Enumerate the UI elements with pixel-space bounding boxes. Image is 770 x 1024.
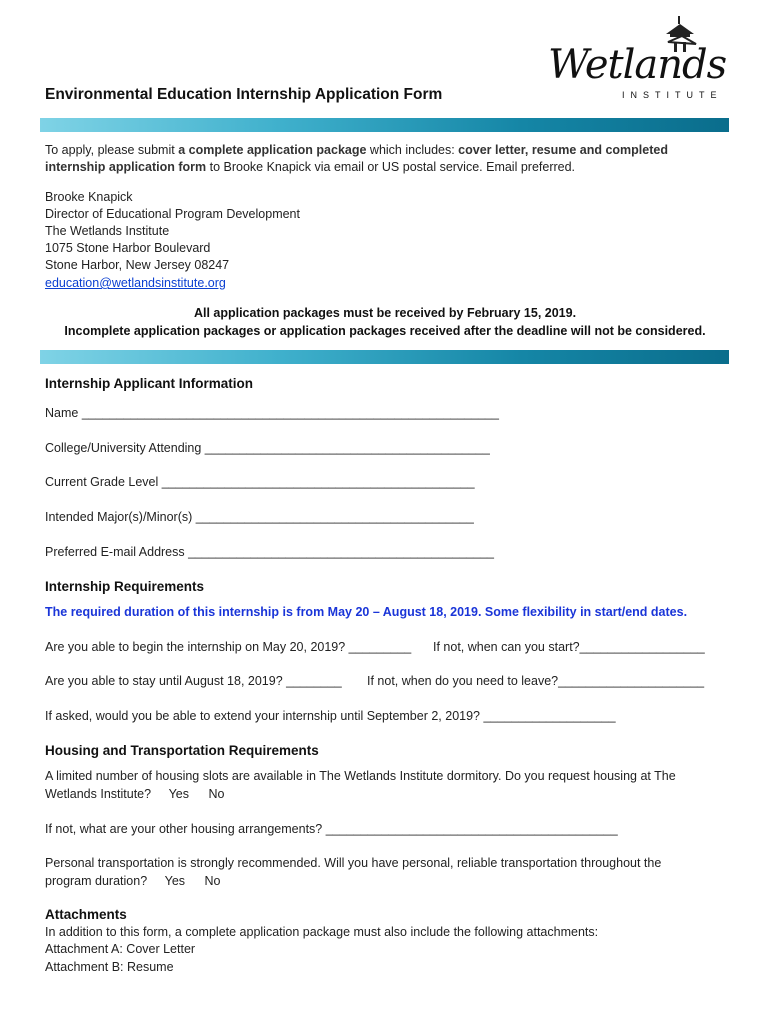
transport-question-line-1: Personal transportation is strongly recommended. Will you have personal, reliable transportation throughout the [45,856,662,870]
intro-bold: cover letter, resume and completed [458,143,668,157]
intro-line-2 [45,160,575,174]
section-divider-bar [40,350,729,364]
name-field[interactable]: Name ____________________________________________________________ [45,406,499,420]
applicant-heading: Internship Applicant Information [45,376,253,391]
intro-text: To apply, please submit [45,143,179,157]
transport-yes-option[interactable]: Yes [164,874,186,888]
housing-question-line-2 [45,787,224,801]
housing-question-line-1: A limited number of housing slots are available in The Wetlands Institute dormitory. Do you request housing at The [45,769,676,783]
transport-question-line-2 [45,874,221,888]
college-field[interactable]: College/University Attending _________________________________________ [45,441,490,455]
housing-no-option[interactable]: No [208,787,225,801]
intro-line-1 [45,143,668,157]
header-divider-bar [40,118,729,132]
intro-bold: internship application form [45,160,207,174]
requirements-heading: Internship Requirements [45,579,205,594]
intro-bold: a complete application package [178,143,367,157]
contact-org: The Wetlands Institute [45,224,170,238]
contact-name: Brooke Knapick [45,190,133,204]
other-housing-field[interactable]: If not, what are your other housing arrangements? __________________________________________ [45,822,618,836]
intro-text: which includes: [366,143,459,157]
page-title: Environmental Education Internship Application Form [45,86,443,103]
email-field[interactable]: Preferred E-mail Address ____________________________________________ [45,545,494,559]
housing-question-text: Wetlands Institute? [45,787,152,801]
begin-question[interactable]: Are you able to begin the internship on May 20, 2019? _________ [45,640,412,654]
grade-field[interactable]: Current Grade Level _____________________________________________ [45,475,475,489]
attachment-b: Attachment B: Resume [45,960,174,974]
transport-no-option[interactable]: No [204,874,221,888]
extend-question[interactable]: If asked, would you be able to extend your internship until September 2, 2019? ___________________ [45,709,616,723]
contact-role: Director of Educational Program Development [45,207,300,221]
contact-city: Stone Harbor, New Jersey 08247 [45,258,230,272]
deadline-line-2: Incomplete application packages or application packages received after the deadline will not be considered. [64,324,706,338]
wetlands-institute-logo [540,14,740,104]
contact-street: 1075 Stone Harbor Boulevard [45,241,211,255]
housing-heading: Housing and Transportation Requirements [45,743,319,758]
logo-subtitle: INSTITUTE [622,90,723,100]
deadline-line-1: All application packages must be received by February 15, 2019. [193,306,577,320]
start-alt-field[interactable]: If not, when can you start?__________________ [433,640,705,654]
leave-alt-field[interactable]: If not, when do you need to leave?_____________________ [367,674,705,688]
housing-yes-option[interactable]: Yes [168,787,189,801]
attachments-heading: Attachments [45,907,127,922]
stay-question[interactable]: Are you able to stay until August 18, 2019? ________ [45,674,342,688]
attachment-a: Attachment A: Cover Letter [45,942,196,956]
logo-wordmark: Wetlands [548,42,727,88]
duration-notice: The required duration of this internship is from May 20 – August 18, 2019. Some flexibility in start/end dates. [45,605,688,619]
transport-question-text: program duration? [45,874,148,888]
major-field[interactable]: Intended Major(s)/Minor(s) ________________________________________ [45,510,474,524]
attachments-intro: In addition to this form, a complete application package must also include the following attachments: [45,925,599,939]
intro-text: to Brooke Knapick via email or US postal service. Email preferred. [206,160,576,174]
contact-email-link[interactable]: education@wetlandsinstitute.org [45,276,226,290]
